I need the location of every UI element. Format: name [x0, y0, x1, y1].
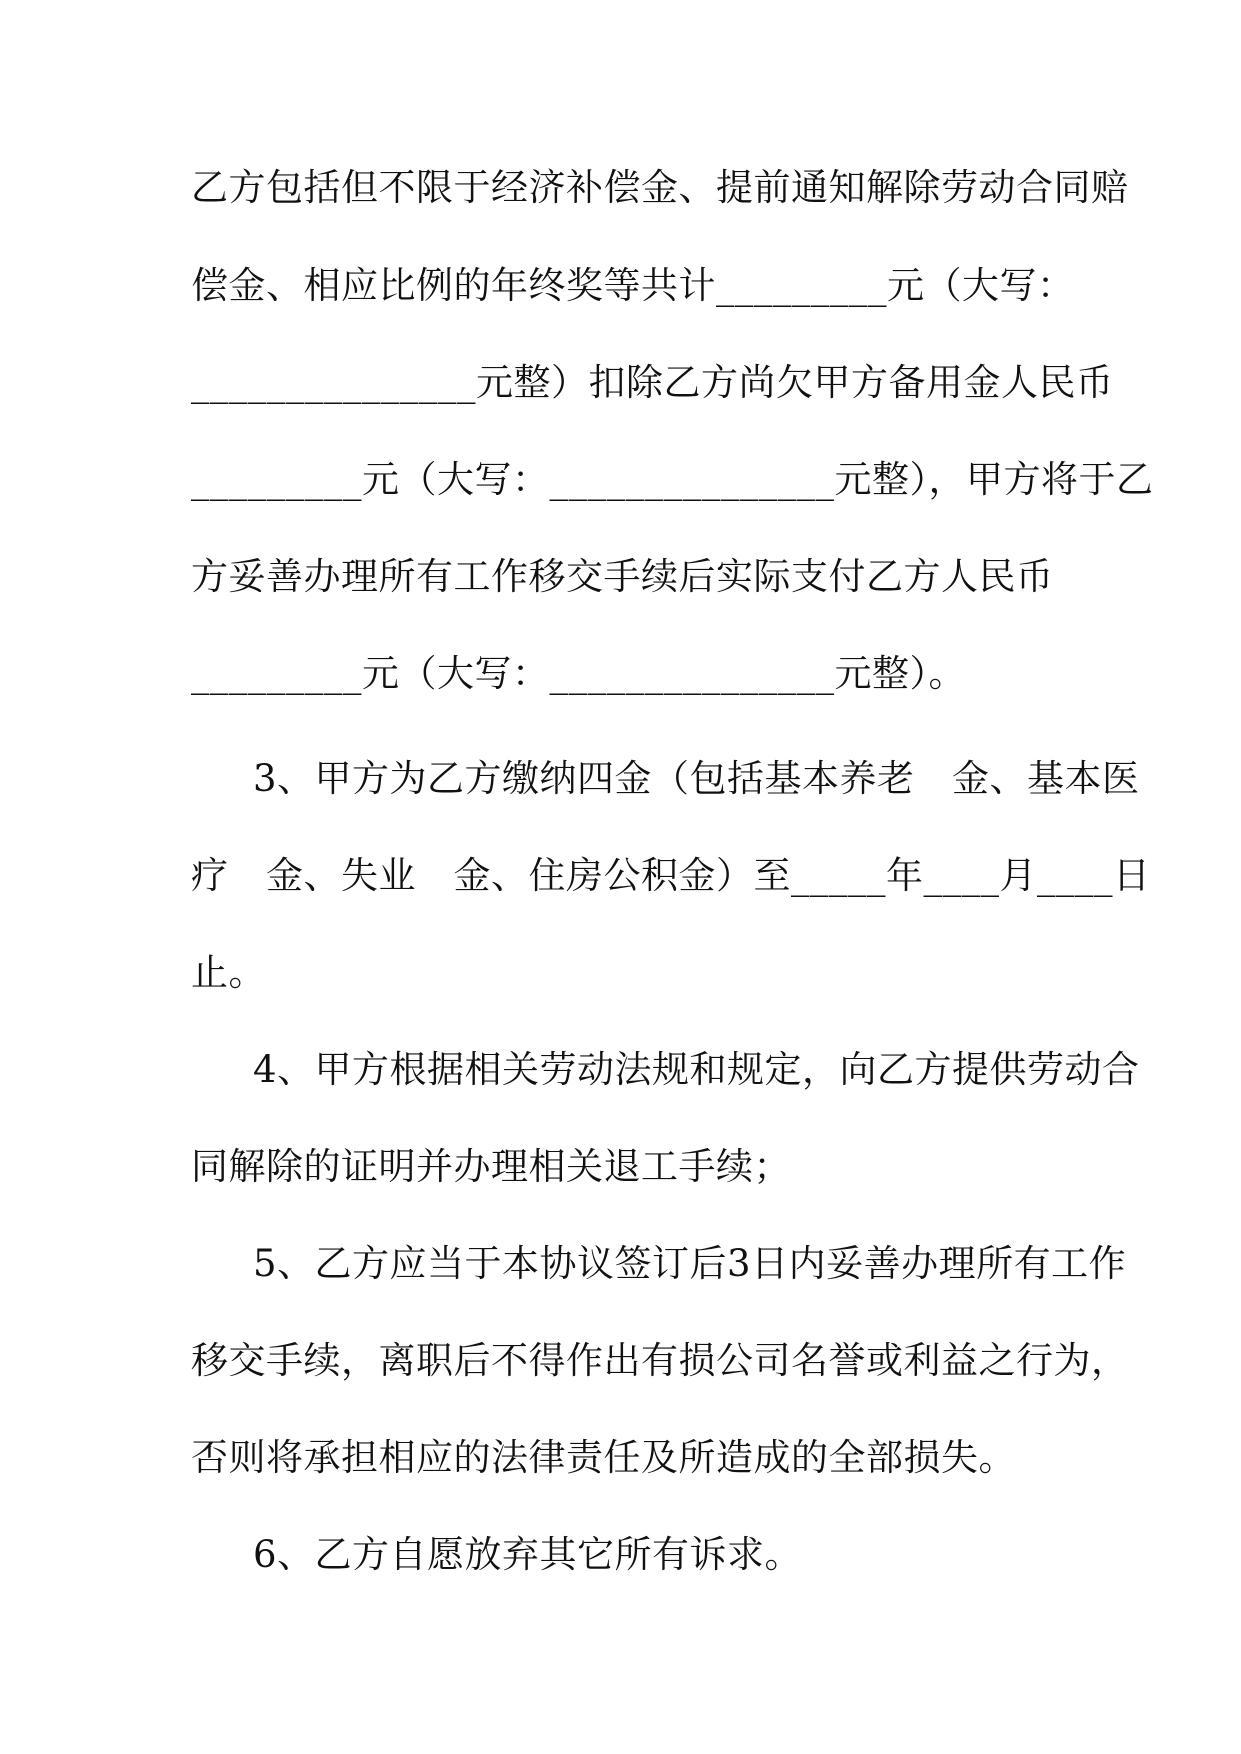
- body-text-line: _______________元整）扣除乙方尚欠甲方备用金人民币: [191, 361, 1114, 404]
- body-text-line: 否则将承担相应的法律责任及所造成的全部损失。: [191, 1436, 1016, 1479]
- clause-4-text: 4、甲方根据相关劳动法规和规定，向乙方提供劳动合: [253, 1048, 1140, 1091]
- clause-3-text: 3、甲方为乙方缴纳四金（包括基本养老 金、基本医: [253, 757, 1140, 800]
- body-text-line: 止。: [191, 951, 266, 994]
- clause-5-text: 5、乙方应当于本协议签订后3日内妥善办理所有工作: [253, 1242, 1127, 1285]
- clause-6-text: 6、乙方自愿放弃其它所有诉求。: [253, 1533, 803, 1576]
- body-text-line: 乙方包括但不限于经济补偿金、提前通知解除劳动合同赔: [191, 166, 1129, 209]
- body-text-line: 同解除的证明并办理相关退工手续；: [191, 1145, 791, 1188]
- body-text-line: 疗 金、失业 金、住房公积金）至_____年____月____日: [191, 854, 1151, 897]
- body-text-line: _________元（大写：_______________元整），甲方将于乙: [191, 458, 1154, 501]
- body-text-line: 方妥善办理所有工作移交手续后实际支付乙方人民币: [191, 555, 1054, 598]
- body-text-line: _________元（大写：_______________元整）。: [191, 652, 966, 695]
- body-text-line: 偿金、相应比例的年终奖等共计_________元（大写：: [191, 264, 1075, 307]
- body-text-line: 移交手续，离职后不得作出有损公司名誉或利益之行为，: [191, 1339, 1129, 1382]
